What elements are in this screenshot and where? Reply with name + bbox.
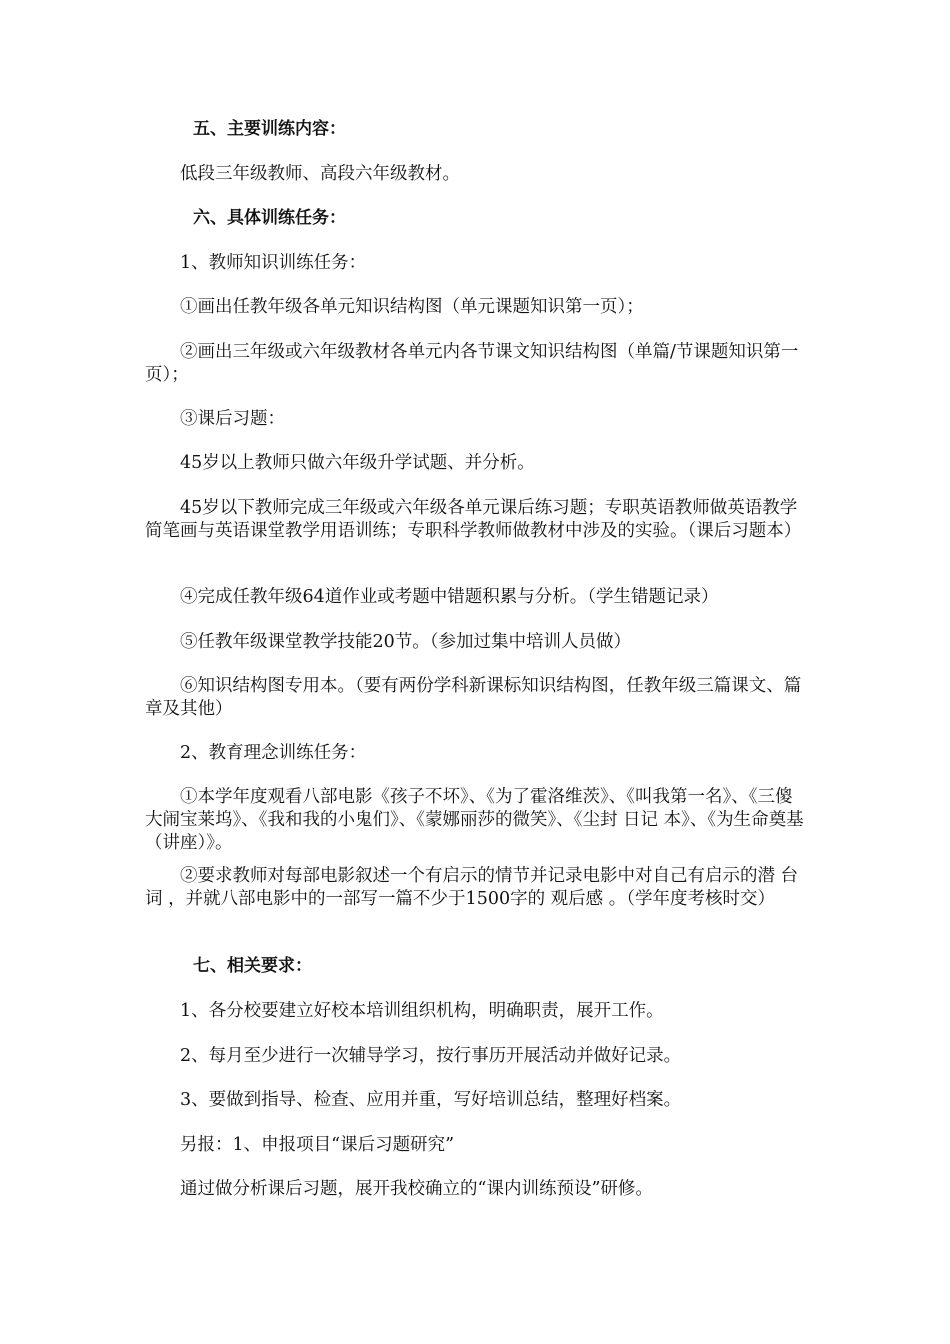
requirement-1: 1、各分校要建立好校本培训组织机构，明确职责，展开工作。 [180, 1001, 664, 1021]
extra-report-detail: 通过做分析课后习题，展开我校确立的“课内训练预设”研修。 [180, 1179, 653, 1199]
requirement-3: 3、要做到指导、检查、应用并重，写好培训总结，整理好档案。 [180, 1090, 682, 1110]
section-heading-7: 七、相关要求： [193, 956, 312, 976]
task-2-item-b: ②要求教师对每部电影叙述一个有启示的情节并记录电影中对自己有启示的潜 台词 ，并就八部电影中的一部写一篇不少于1500字的 观后感 。（学年度考核时交） [145, 866, 799, 909]
task-1-item-c2: 45岁以下教师完成三年级或六年级各单元课后练习题；专职英语教师做英语教学简笔画与英语课堂教学用语训练；专职科学教师做教材中涉及的实验。（课后习题本） [145, 498, 802, 541]
extra-report: 另报：1、申报项目“课后习题研究” [180, 1135, 455, 1155]
task-1-item-f: ⑥知识结构图专用本。（要有两份学科新课标知识结构图，任教年级三篇课文、篇章及其他） [145, 676, 802, 719]
task-1-item-d: ④完成任教年级64道作业或考题中错题积累与分析。（学生错题记录） [180, 587, 719, 607]
task-1-item-a: ①画出任教年级各单元知识结构图（单元课题知识第一页）； [180, 297, 644, 317]
section-heading-5: 五、主要训练内容： [193, 119, 346, 139]
task-2-item-a: ①本学年度观看八部电影《孩子不坏》、《为了霍洛维茨》、《叫我第一名》、《三傻大闹宝莱坞》、《我和我的小鬼们》、《蒙娜丽莎的微笑》、《尘封 日记 本》、《为生命奠基（讲座）》。 [145, 787, 804, 853]
task-1-title: 1、教师知识训练任务： [180, 253, 367, 273]
paragraph-materials: 低段三年级教师、高段六年级教材。 [180, 164, 460, 184]
section-heading-6: 六、具体训练任务： [193, 208, 346, 228]
task-1-item-c1: 45岁以上教师只做六年级升学试题、并分析。 [180, 453, 535, 473]
requirement-2: 2、每月至少进行一次辅导学习，按行事历开展活动并做好记录。 [180, 1046, 682, 1066]
task-1-item-e: ⑤任教年级课堂教学技能20节。（参加过集中培训人员做） [180, 632, 632, 652]
task-1-item-c: ③课后习题： [180, 409, 285, 429]
task-2-title: 2、教育理念训练任务： [180, 743, 367, 763]
task-1-item-b: ②画出三年级或六年级教材各单元内各节课文知识结构图（单篇/节课题知识第一页）； [145, 342, 799, 385]
